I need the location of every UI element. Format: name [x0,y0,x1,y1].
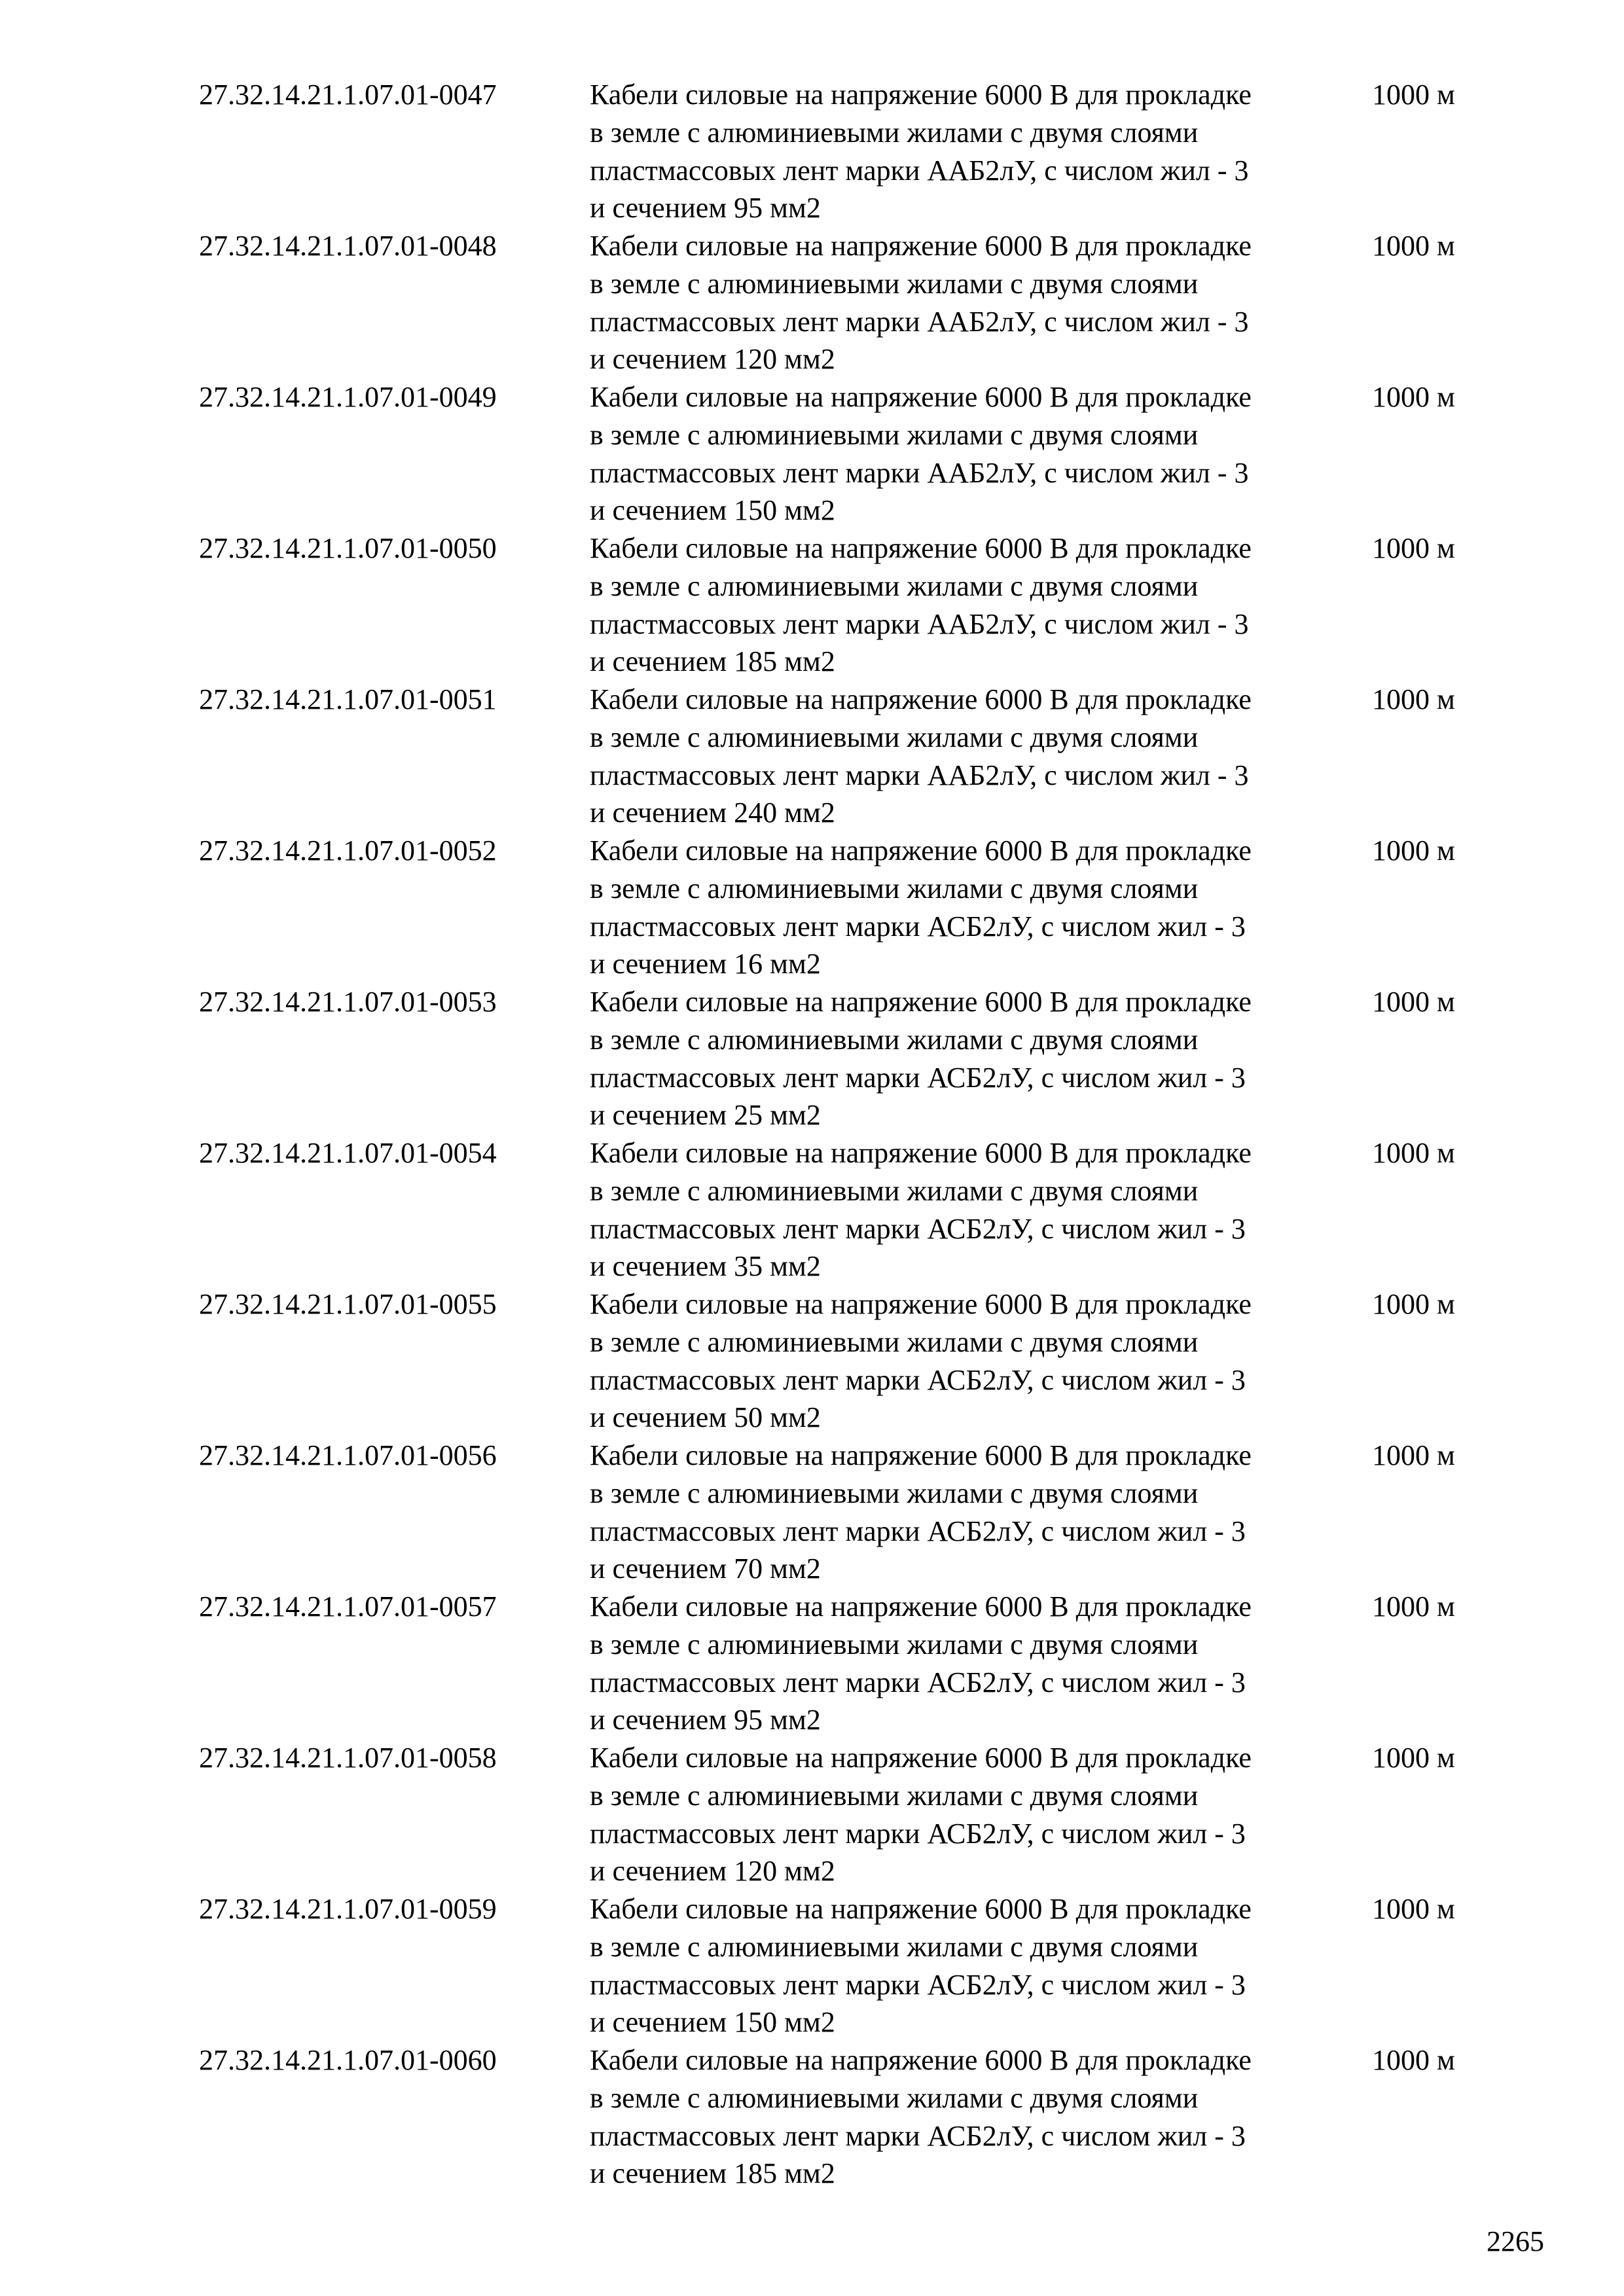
description-line: в земле с алюминиевыми жилами с двумя слоями [590,1023,1199,1056]
description-line: в земле с алюминиевыми жилами с двумя слоями [590,872,1199,905]
description-line: и сечением 150 мм2 [590,494,835,527]
description-line: Кабели силовые на напряжение 6000 В для прокладке [590,1288,1252,1320]
description-line: Кабели силовые на напряжение 6000 В для прокладке [590,1893,1252,1925]
entry-unit: 1000 м [1372,986,1455,1018]
description-line: пластмассовых лент марки АСБ2лУ, с числом жил - 3 [590,1817,1246,1850]
entry-row [199,832,1482,983]
description-line: пластмассовых лент марки АСБ2лУ, с числом жил - 3 [590,1212,1246,1245]
entry-unit: 1000 м [1372,1742,1455,1774]
entry-unit: 1000 м [1372,1893,1455,1925]
description-line: в земле с алюминиевыми жилами с двумя слоями [590,1174,1199,1207]
description-line: пластмассовых лент марки АСБ2лУ, с числом жил - 3 [590,910,1246,942]
entry-row [199,378,1482,529]
description-line: Кабели силовые на напряжение 6000 В для прокладке [590,1590,1252,1623]
entry-description [590,2041,1372,2193]
description-line: пластмассовых лент марки АСБ2лУ, с числом жил - 3 [590,1515,1246,1547]
description-line: в земле с алюминиевыми жилами с двумя слоями [590,418,1199,451]
entry-description [590,529,1372,681]
description-line: в земле с алюминиевыми жилами с двумя слоями [590,1930,1199,1963]
entry-description [590,1588,1372,1739]
entry-code: 27.32.14.21.1.07.01-0052 [199,834,497,867]
description-line: и сечением 120 мм2 [590,343,835,376]
description-line: и сечением 240 мм2 [590,797,835,829]
entry-row [199,1890,1482,2041]
entry-code: 27.32.14.21.1.07.01-0055 [199,1288,497,1320]
description-line: пластмассовых лент марки ААБ2лУ, с числом жил - 3 [590,305,1249,338]
description-line: и сечением 95 мм2 [590,192,821,224]
description-line: в земле с алюминиевыми жилами с двумя слоями [590,1325,1199,1358]
entry-code: 27.32.14.21.1.07.01-0048 [199,230,497,262]
entry-row [199,1134,1482,1285]
description-line: Кабели силовые на напряжение 6000 В для прокладке [590,1137,1252,1169]
description-line: пластмассовых лент марки АСБ2лУ, с числом жил - 3 [590,1061,1246,1094]
entry-unit: 1000 м [1372,834,1455,867]
description-line: в земле с алюминиевыми жилами с двумя слоями [590,116,1199,149]
entry-unit: 1000 м [1372,79,1455,111]
entry-code: 27.32.14.21.1.07.01-0051 [199,683,497,715]
description-line: Кабели силовые на напряжение 6000 В для прокладке [590,1439,1252,1471]
entry-unit: 1000 м [1372,1137,1455,1169]
entry-code: 27.32.14.21.1.07.01-0050 [199,532,497,564]
entry-description [590,681,1372,832]
description-line: и сечением 16 мм2 [590,948,821,980]
description-line: и сечением 35 мм2 [590,1250,821,1283]
entry-code: 27.32.14.21.1.07.01-0059 [199,1893,497,1925]
entry-description [590,76,1372,227]
entry-unit: 1000 м [1372,1590,1455,1623]
description-line: пластмассовых лент марки АСБ2лУ, с числом жил - 3 [590,1666,1246,1698]
description-line: пластмассовых лент марки АСБ2лУ, с числом жил - 3 [590,1968,1246,2001]
entry-description [590,1437,1372,1588]
entry-description [590,1134,1372,1285]
description-line: Кабели силовые на напряжение 6000 В для прокладке [590,834,1252,867]
description-line: и сечением 95 мм2 [590,1704,821,1736]
entry-code: 27.32.14.21.1.07.01-0054 [199,1137,497,1169]
entry-description [590,983,1372,1134]
entry-code: 27.32.14.21.1.07.01-0049 [199,381,497,413]
entry-description [590,1285,1372,1437]
description-line: и сечением 70 мм2 [590,1552,821,1585]
description-line: пластмассовых лент марки ААБ2лУ, с числом жил - 3 [590,154,1249,187]
entry-unit: 1000 м [1372,230,1455,262]
entry-row [199,529,1482,681]
description-line: в земле с алюминиевыми жилами с двумя слоями [590,721,1199,753]
description-line: Кабели силовые на напряжение 6000 В для прокладке [590,230,1252,262]
entry-code: 27.32.14.21.1.07.01-0058 [199,1742,497,1774]
description-line: Кабели силовые на напряжение 6000 В для прокладке [590,532,1252,564]
entry-description [590,378,1372,529]
description-line: и сечением 150 мм2 [590,2006,835,2039]
entry-code: 27.32.14.21.1.07.01-0057 [199,1590,497,1623]
description-line: пластмассовых лент марки ААБ2лУ, с числом жил - 3 [590,456,1249,489]
description-line: и сечением 25 мм2 [590,1099,821,1132]
description-line: Кабели силовые на напряжение 6000 В для прокладке [590,1742,1252,1774]
entry-row [199,1588,1482,1739]
description-line: Кабели силовые на напряжение 6000 В для прокладке [590,986,1252,1018]
description-line: в земле с алюминиевыми жилами с двумя слоями [590,1779,1199,1812]
entry-row [199,1285,1482,1437]
description-line: в земле с алюминиевыми жилами с двумя слоями [590,2081,1199,2114]
page-number: 2265 [1487,2225,1544,2257]
entry-code: 27.32.14.21.1.07.01-0056 [199,1439,497,1471]
description-line: и сечением 120 мм2 [590,1855,835,1888]
entry-description [590,227,1372,378]
entry-unit: 1000 м [1372,381,1455,413]
entry-code: 27.32.14.21.1.07.01-0053 [199,986,497,1018]
entry-row [199,227,1482,378]
entry-row [199,1739,1482,1890]
description-line: Кабели силовые на напряжение 6000 В для прокладке [590,79,1252,111]
entry-row [199,1437,1482,1588]
entry-unit: 1000 м [1372,532,1455,564]
description-line: в земле с алюминиевыми жилами с двумя слоями [590,1477,1199,1509]
entry-description [590,1739,1372,1890]
entry-row [199,76,1482,227]
description-line: и сечением 50 мм2 [590,1401,821,1434]
entry-unit: 1000 м [1372,1288,1455,1320]
description-line: пластмассовых лент марки ААБ2лУ, с числом жил - 3 [590,607,1249,640]
description-line: и сечением 185 мм2 [590,2157,835,2190]
description-line: пластмассовых лент марки ААБ2лУ, с числом жил - 3 [590,759,1249,791]
description-line: Кабели силовые на напряжение 6000 В для прокладке [590,381,1252,413]
description-line: пластмассовых лент марки АСБ2лУ, с числом жил - 3 [590,1363,1246,1396]
entry-unit: 1000 м [1372,683,1455,715]
description-line: Кабели силовые на напряжение 6000 В для прокладке [590,683,1252,715]
entry-description [590,1890,1372,2041]
entry-list [199,76,1482,2193]
entry-unit: 1000 м [1372,1439,1455,1471]
entry-description [590,832,1372,983]
entry-unit: 1000 м [1372,2044,1455,2076]
description-line: Кабели силовые на напряжение 6000 В для прокладке [590,2044,1252,2076]
entry-row [199,681,1482,832]
entry-code: 27.32.14.21.1.07.01-0060 [199,2044,497,2076]
description-line: в земле с алюминиевыми жилами с двумя слоями [590,569,1199,602]
entry-row [199,2041,1482,2193]
entry-code: 27.32.14.21.1.07.01-0047 [199,79,497,111]
description-line: в земле с алюминиевыми жилами с двумя слоями [590,1628,1199,1660]
description-line: и сечением 185 мм2 [590,645,835,678]
description-line: пластмассовых лент марки АСБ2лУ, с числом жил - 3 [590,2119,1246,2152]
description-line: в земле с алюминиевыми жилами с двумя слоями [590,267,1199,300]
entry-row [199,983,1482,1134]
